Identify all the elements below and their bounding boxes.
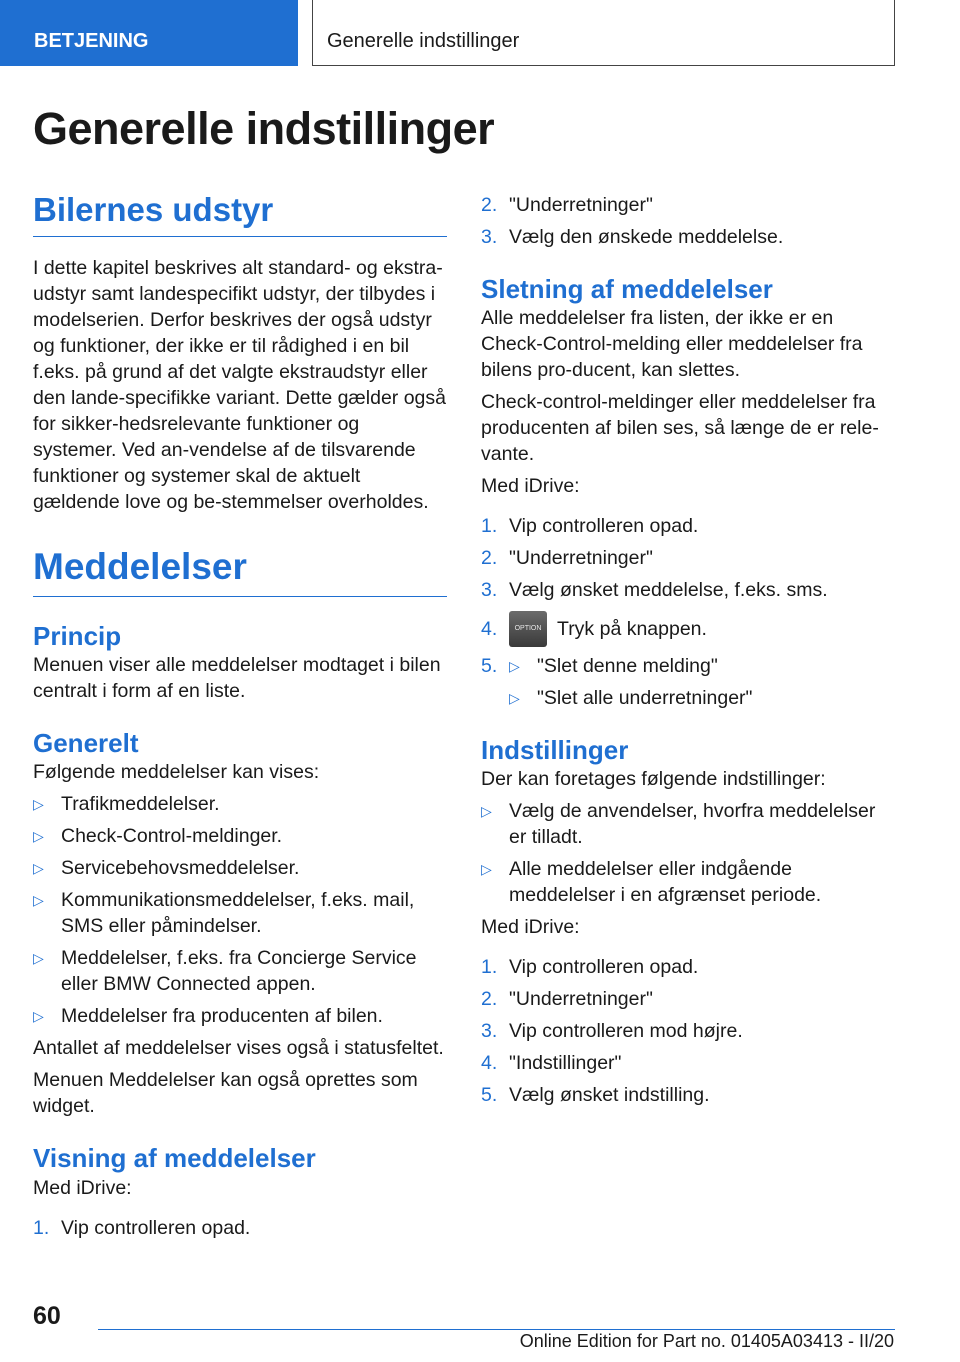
heading-display: Visning af meddelelser [33, 1143, 316, 1174]
step-item: 1. Vip controlleren opad. [481, 515, 699, 538]
heading-principle: Princip [33, 620, 122, 651]
step-item: 4. OPTION Tryk på knappen. [481, 611, 895, 647]
page-number: 60 [33, 1302, 61, 1330]
triangle-right-icon: ▷ [33, 950, 44, 967]
heading-settings: Indstillinger [481, 735, 629, 766]
paragraph-idrive-2: Med iDrive: [481, 916, 580, 939]
list-item: ▷ Servicebehovsmeddelelser. [33, 857, 300, 880]
step-item: 2. "Underretninger" [481, 988, 653, 1011]
triangle-right-icon: ▷ [481, 861, 492, 878]
left-column [33, 192, 447, 1247]
footer-divider [98, 1329, 895, 1330]
step-item: 3. Vip controlleren mod højre. [481, 1020, 743, 1043]
list-item: ▷ Kommunikationsmeddelelser, f.eks. mail, SMS eller påmindelser. [33, 889, 415, 938]
step-item: 1. Vip controlleren opad. [481, 956, 699, 979]
list-item: ▷ Meddelelser, f.eks. fra Concierge Service eller BMW Connected appen. [33, 947, 417, 996]
list-item: ▷ Meddelelser fra producenten af bilen. [33, 1005, 383, 1028]
heading-messages: Meddelelser [33, 547, 447, 597]
step-item: 4. "Indstillinger" [481, 1052, 622, 1075]
paragraph-delete-2: Check-control-meldinger eller meddelelser fra producenten af bilen ses, så længe de er rele-vante. [481, 391, 879, 466]
paragraph-idrive: Med iDrive: [33, 1176, 132, 1199]
triangle-right-icon: ▷ [33, 860, 44, 877]
heading-equipment: Bilernes udstyr [33, 192, 447, 237]
paragraph-general-intro: Følgende meddelelser kan vises: [33, 761, 320, 784]
heading-general: Generelt [33, 728, 139, 759]
triangle-right-icon: ▷ [33, 796, 44, 813]
header-chapter-title: Generelle indstillinger [312, 0, 895, 66]
option-button-icon: OPTION [509, 611, 547, 647]
paragraph-delete-1: Alle meddelelser fra listen, der ikke er en Check-Control-melding eller meddelelser fra bilens pro-ducent, kan slettes. [481, 307, 863, 382]
paragraph-principle: Menuen viser alle meddelelser modtaget i bilen centralt i form af en liste. [33, 654, 441, 703]
paragraph-settings: Der kan foretages følgende indstillinger: [481, 768, 826, 791]
list-item: ▷ Trafikmeddelelser. [33, 793, 220, 816]
step-item: 5. Vælg ønsket indstilling. [481, 1084, 710, 1107]
step-item: 2. "Underretninger" [481, 547, 653, 570]
step-item: 3. Vælg den ønskede meddelelse. [481, 226, 784, 248]
right-column [481, 192, 895, 1114]
paragraph-equipment: I dette kapitel beskrives alt standard- og ekstra-udstyr samt landespecifikt udstyr, der tilbydes i modelserien. Derfor beskrives der også udstyr og funktioner, der ikke er til rådighed i en bil f.eks. på grund af det valgte ekstraudstyr eller den lande-specifikke variant. Dette gælder også for sikker-hedsrelevante funktioner og systemer. Ved an-vendelse af de tilsvarende funktioner og systemer skal de aktuelt gældende love og be-stemmelser overholdes. [33, 257, 446, 514]
triangle-right-icon: ▷ [509, 690, 520, 707]
footer-edition: Online Edition for Part no. 01405A03413 - II/20 [519, 1331, 894, 1351]
step-item: 1. Vip controlleren opad. [33, 1216, 251, 1239]
triangle-right-icon: ▷ [33, 1008, 44, 1025]
step-item: 5. ▷ "Slet denne melding" [481, 655, 718, 678]
heading-delete: Sletning af meddelelser [481, 274, 773, 304]
triangle-right-icon: ▷ [33, 828, 44, 845]
step-item: 3. Vælg ønsket meddelelse, f.eks. sms. [481, 579, 828, 602]
triangle-right-icon: ▷ [509, 658, 520, 675]
paragraph-idrive: Med iDrive: [481, 475, 580, 498]
step-item: 2. "Underretninger" [481, 194, 653, 216]
triangle-right-icon: ▷ [481, 803, 492, 820]
triangle-right-icon: ▷ [33, 892, 44, 909]
list-item: ▷ Alle meddelelser eller indgående meddelelser i en afgrænset periode. [481, 858, 822, 907]
paragraph-widget: Menuen Meddelelser kan også oprettes som widget. [33, 1069, 418, 1118]
header-section-tab: BETJENING [0, 0, 298, 66]
list-item: ▷ Vælg de anvendelser, hvorfra meddelelser er tilladt. [481, 800, 876, 849]
paragraph-count: Antallet af meddelelser vises også i statusfeltet. [33, 1037, 444, 1060]
list-item: ▷ Check-Control-meldinger. [33, 825, 283, 848]
list-item: ▷ "Slet alle underretninger" [509, 687, 753, 710]
page-title: Generelle indstillinger [33, 103, 495, 154]
